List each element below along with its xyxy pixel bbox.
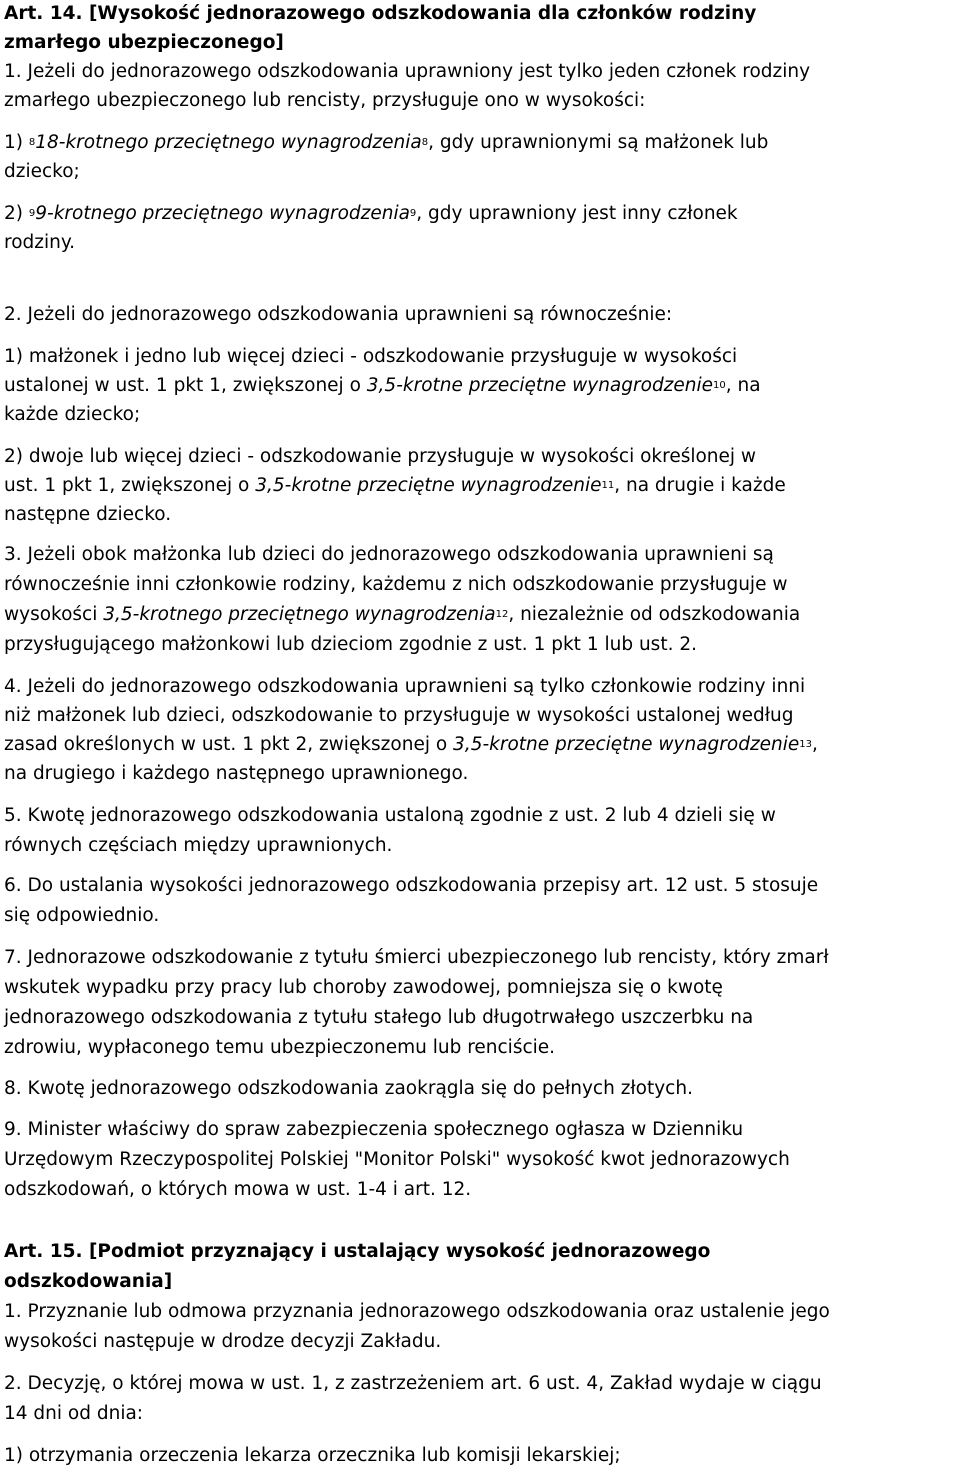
item-text: , na drugie i każde — [614, 475, 786, 496]
art14-par1-item2-cont: rodziny. — [4, 232, 76, 253]
art14-par7-line4: zdrowiu, wypłaconego temu ubezpieczonemu lub renciście. — [4, 1037, 556, 1058]
par-text: , niezależnie od odszkodowania — [508, 604, 801, 625]
footnote-ref: 9 — [28, 208, 36, 219]
art14-par9-line2: Urzędowym Rzeczypospolitej Polskiej "Monitor Polski" wysokość kwot jednorazowych — [4, 1149, 790, 1170]
amended-text: 3,5-krotne przeciętne wynagrodzenie — [453, 734, 800, 755]
art14-par1-line2: zmarłego ubezpieczonego lub rencisty, przysługuje ono w wysokości: — [4, 90, 646, 111]
art14-par2-item2: 2) dwoje lub więcej dzieci - odszkodowanie przysługuje w wysokości określonej w — [4, 446, 757, 467]
art14-par4-line4: na drugiego i każdego następnego uprawnionego. — [4, 763, 469, 784]
art14-par4-line2: niż małżonek lub dzieci, odszkodowanie to przysługuje w wysokości ustalonej według — [4, 705, 794, 726]
art14-par9-line1: 9. Minister właściwy do spraw zabezpieczenia społecznego ogłasza w Dzienniku — [4, 1119, 744, 1140]
art14-par1-item1 — [4, 131, 768, 155]
amended-text: 3,5-krotnego przeciętnego wynagrodzenia — [103, 604, 496, 625]
article-14-heading: Art. 14. [Wysokość jednorazowego odszkodowania dla członków rodziny — [4, 3, 757, 24]
art15-par1-line2: wysokości następuje w drodze decyzji Zakładu. — [4, 1331, 442, 1352]
art14-par2-item1-line2 — [4, 374, 761, 398]
footnote-ref: 12 — [495, 609, 509, 620]
art14-par9-line3: odszkodowań, o których mowa w ust. 1-4 i art. 12. — [4, 1179, 472, 1200]
art14-par7-line3: jednorazowego odszkodowania z tytułu stałego lub długotrwałego uszczerbku na — [4, 1007, 754, 1028]
art14-par6-line2: się odpowiednio. — [4, 905, 160, 926]
art14-par3-line1: 3. Jeżeli obok małżonka lub dzieci do jednorazowego odszkodowania uprawnieni są — [4, 544, 774, 565]
art14-par4-line1: 4. Jeżeli do jednorazowego odszkodowania uprawnieni są tylko członkowie rodziny inni — [4, 676, 806, 697]
footnote-ref: 13 — [799, 739, 813, 750]
item-text: , na — [725, 375, 761, 396]
item-text: ust. 1 pkt 1, zwiększonej o — [4, 475, 256, 496]
art15-par1-line1: 1. Przyznanie lub odmowa przyznania jednorazowego odszkodowania oraz ustalenie jego — [4, 1301, 830, 1322]
amended-text: 9-krotnego przeciętnego wynagrodzenia — [35, 203, 410, 224]
amended-text: 3,5-krotne przeciętne wynagrodzenie — [255, 475, 602, 496]
art14-par2-item1-line3: każde dziecko; — [4, 404, 141, 425]
art15-par2-line1: 2. Decyzję, o której mowa w ust. 1, z zastrzeżeniem art. 6 ust. 4, Zakład wydaje w ciągu — [4, 1373, 822, 1394]
item-text: , gdy uprawniony jest inny członek — [416, 203, 738, 224]
amended-text: 3,5-krotne przeciętne wynagrodzenie — [366, 375, 714, 396]
article-14-heading-cont: zmarłego ubezpieczonego] — [4, 32, 284, 53]
art14-par3-line4: przysługującego małżonkowi lub dzieciom zgodnie z ust. 1 pkt 1 lub ust. 2. — [4, 634, 697, 655]
art14-par5-line1: 5. Kwotę jednorazowego odszkodowania ustaloną zgodnie z ust. 2 lub 4 dzieli się w — [4, 805, 776, 826]
item-text: ustalonej w ust. 1 pkt 1, zwiększonej o — [4, 375, 367, 396]
amended-text: 18-krotnego przeciętnego wynagrodzenia — [35, 132, 422, 153]
art14-par2-item1: 1) małżonek i jedno lub więcej dzieci - odszkodowanie przysługuje w wysokości — [4, 346, 738, 367]
art14-par2-item2-line3: następne dziecko. — [4, 504, 172, 525]
art15-par2-line2: 14 dni od dnia: — [4, 1403, 144, 1424]
art14-par8-line1: 8. Kwotę jednorazowego odszkodowania zaokrągla się do pełnych złotych. — [4, 1078, 693, 1099]
footnote-ref: 8 — [28, 137, 36, 148]
footnote-ref: 11 — [601, 480, 615, 491]
article-15-heading: Art. 15. [Podmiot przyznający i ustalający wysokość jednorazowego — [4, 1241, 711, 1262]
art14-par7-line2: wskutek wypadku przy pracy lub choroby zawodowej, pomniejsza się o kwotę — [4, 977, 723, 998]
art14-par4-line3 — [4, 733, 818, 757]
art14-par2-line1: 2. Jeżeli do jednorazowego odszkodowania uprawnieni są równocześnie: — [4, 304, 673, 325]
footnote-ref: 9 — [409, 208, 417, 219]
item-text: , gdy uprawnionymi są małżonek lub — [428, 132, 769, 153]
item-number: 1) — [4, 132, 29, 153]
art15-par2-item1: 1) otrzymania orzeczenia lekarza orzecznika lub komisji lekarskiej; — [4, 1445, 621, 1466]
art14-par1-item2 — [4, 202, 738, 226]
par-text: , — [812, 734, 818, 755]
art14-par2-item2-line2 — [4, 474, 786, 498]
art14-par1-item1-cont: dziecko; — [4, 161, 80, 182]
par-text: zasad określonych w ust. 1 pkt 2, zwiększonej o — [4, 734, 454, 755]
art14-par6-line1: 6. Do ustalania wysokości jednorazowego odszkodowania przepisy art. 12 ust. 5 stosuje — [4, 875, 819, 896]
item-number: 2) — [4, 203, 29, 224]
art14-par3-line2: równocześnie inni członkowie rodziny, każdemu z nich odszkodowanie przysługuje w — [4, 574, 788, 595]
par-text: wysokości — [4, 604, 104, 625]
art14-par5-line2: równych częściach między uprawnionych. — [4, 835, 393, 856]
footnote-ref: 8 — [421, 137, 429, 148]
art14-par1-line1: 1. Jeżeli do jednorazowego odszkodowania uprawniony jest tylko jeden członek rodziny — [4, 61, 811, 82]
art14-par7-line1: 7. Jednorazowe odszkodowanie z tytułu śmierci ubezpieczonego lub rencisty, który zmarł — [4, 947, 829, 968]
article-15-heading-cont: odszkodowania] — [4, 1271, 173, 1292]
footnote-ref: 10 — [713, 380, 726, 391]
art14-par3-line3 — [4, 603, 800, 627]
